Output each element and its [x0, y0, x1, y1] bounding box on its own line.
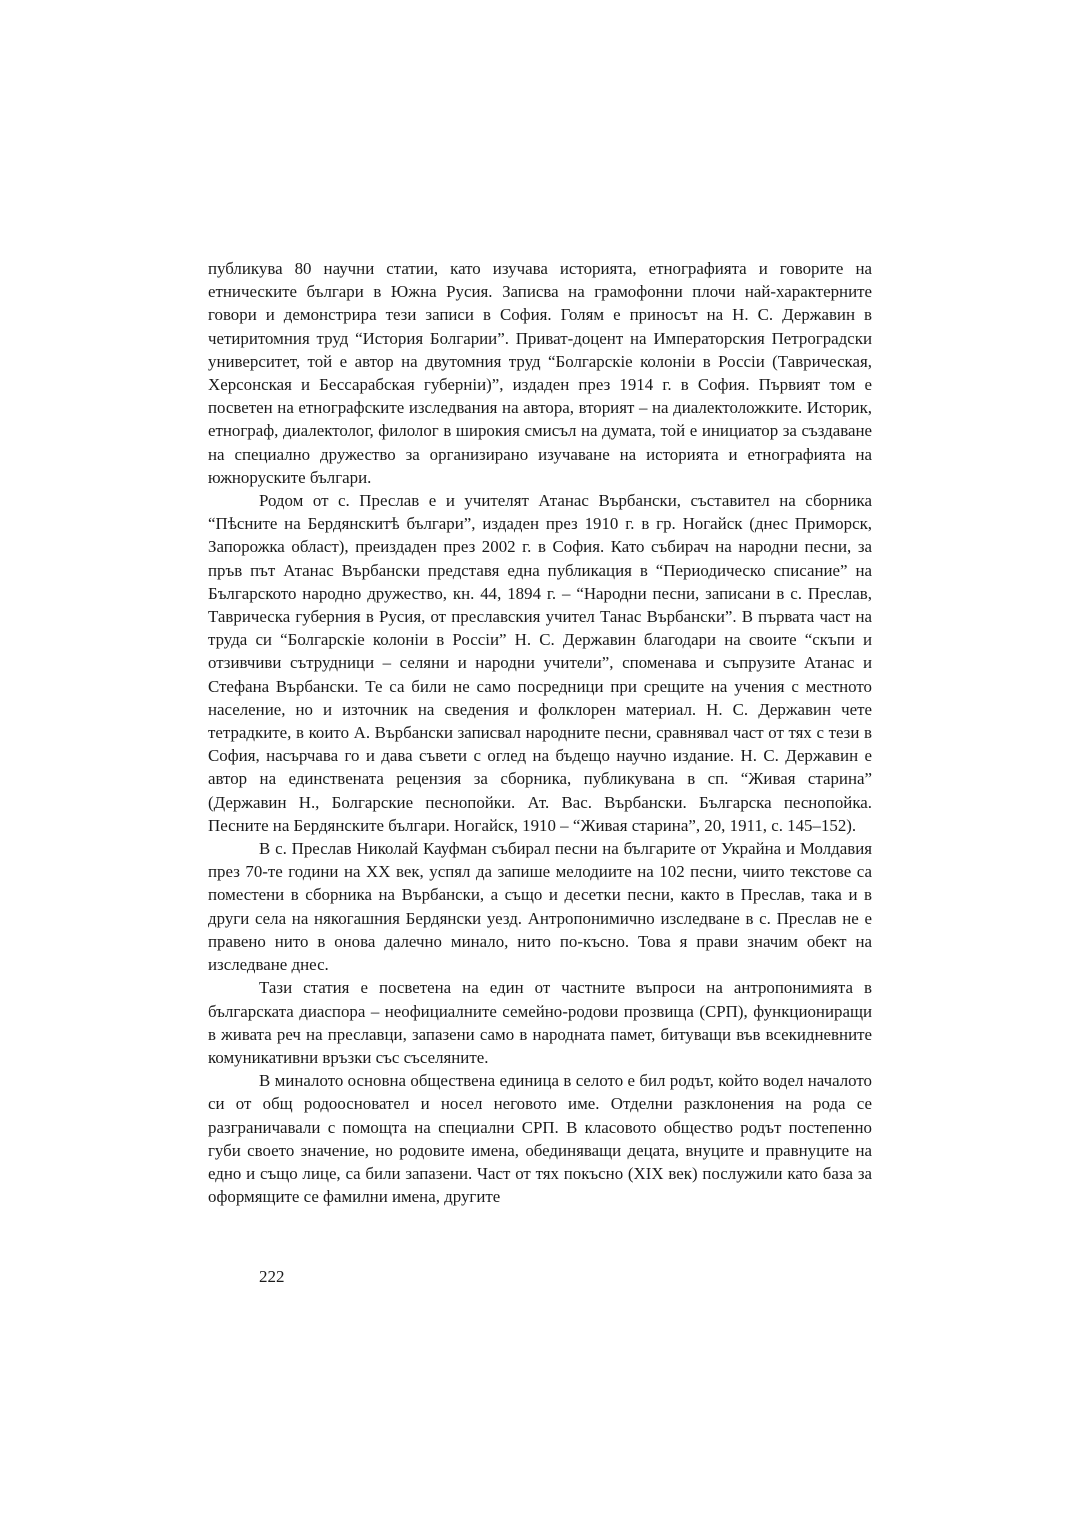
- page-number: 222: [259, 1267, 285, 1286]
- paragraph-3: В с. Преслав Николай Кауфман събирал песни на българите от Украйна и Молдавия през 70-те години на XX век, успял да запише мелодиите на 102 песни, чиито текстове са поместени в сборника на Върбански, а също и десетки песни, както в Преслав, така и в други села на някогашния Бердянски уезд. Антропонимично изследване в с. Преслав не е правено нито в онова далечно минало, нито по-късно. Това я прави значим обект на изследване днес.: [208, 839, 872, 975]
- paragraph-2: Родом от с. Преслав е и учителят Атанас Върбански, съставител на сборника “Пѣсните на Бердянскитѣ българи”, издаден през 1910 г. в гр. Ногайск (днес Приморск, Запорожка област), преиздаден през 2002 г. в София. Като събирач на народни песни, за пръв път Атанас Върбански представя една публикация в “Периодическо списание” на Българското народно дружество, кн. 44, 1894 г. – “Народни песни, записани в с. Преслав, Таврическа губерния в Русия, от преславския учител Танас Върбански”. В първата част на труда си “Болгарскiе колонiи в Россiи” Н. С. Державин благодари на своите “скъпи и отзивчиви сътрудници – селяни и народни учители”, споменава и съпрузите Атанас и Стефана Върбански. Те са били не само посредници при срещите на учения с местното население, но и източник на сведения и фолклорен материал. Н. С. Державин чете тетрадките, в които А. Върбански записвал народните песни, сравнявал част от тях с тези в София, насърчава го и дава съвети с оглед на бъдещо научно издание. Н. С. Державин е автор на единствената рецензия за сборника, публикувана в сп. “Живая старина” (Державин Н., Болгарские песнопойки. Ат. Вас. Върбански. Българска песнопойка. Песните на Бердянските българи. Ногайск, 1910 – “Живая старина”, 20, 1911, с. 145–152).: [208, 491, 872, 835]
- paragraph-5: В миналото основна обществена единица в селото е бил родът, който водел началото си от общ родоосновател и носел неговото име. Отделни разклонения на рода се разграничавали с помощта на специални СРП. В класовото общество родът постепенно губи своето значение, но родовите имена, обединяващи децата, внуците и правнуците на едно и също лице, са били запазени. Част от тях покъсно (XIX век) послужили като база за оформящите се фамилни имена, другите: [208, 1071, 872, 1207]
- body-text: [208, 257, 872, 1208]
- paragraph-1: публикува 80 научни статии, като изучава историята, етнографията и говорите на етническите българи в Южна Русия. Записва на грамофонни плочи най-характерните говори и демонстрира тези записи в София. Голям е приносът на Н. С. Державин в четиритомния труд “История Болгарии”. Приват-доцент на Императорския Петроградски университет, той е автор на двутомния труд “Болгарскiе колонiи в Россiи (Таврическая, Херсонская и Бессарабская губернiи)”, издаден през 1914 г. в София. Първият том е посветен на етнографските изследвания на автора, вторият – на диалектоложките. Историк, етнограф, диалектолог, филолог в широкия смисъл на думата, той е инициатор за създаване на специално дружество за организирано изучаване на историята и етнографията на южноруските българи.: [208, 259, 872, 487]
- paragraph-4: Тази статия е посветена на един от частните въпроси на антропонимията в българската диаспора – неофициалните семейно-родови прозвища (СРП), функциониращи в живата реч на преславци, запазени само в народната памет, битуващи във всекидневните комуникативни връзки със съселяните.: [208, 978, 872, 1067]
